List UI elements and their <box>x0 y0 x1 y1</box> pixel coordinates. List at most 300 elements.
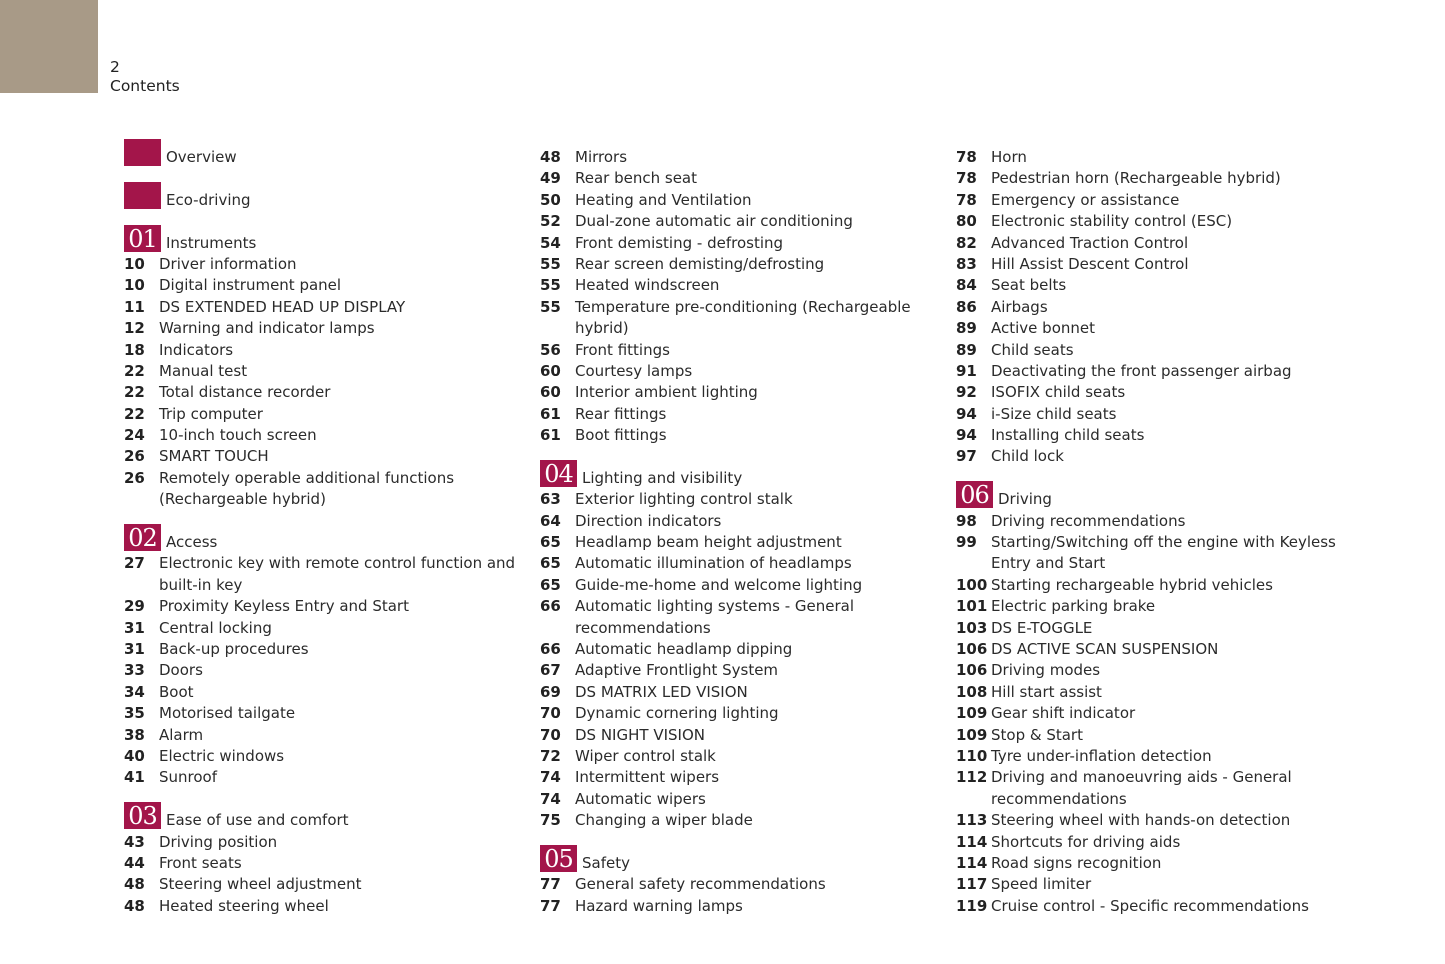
toc-entry-continuation[interactable] <box>540 618 940 639</box>
toc-entry[interactable] <box>540 254 940 275</box>
toc-page-number: 66 <box>540 597 561 616</box>
toc-page-number: 89 <box>956 319 977 338</box>
toc-page-number: 34 <box>124 682 145 701</box>
toc-page-number: 101 <box>956 597 988 616</box>
toc-entry[interactable] <box>540 746 940 767</box>
toc-entry[interactable] <box>540 382 940 403</box>
toc-label: Cruise control - Specific recommendations <box>991 896 1309 915</box>
toc-page-number: 31 <box>124 618 145 637</box>
toc-label: DS EXTENDED HEAD UP DISPLAY <box>159 297 406 316</box>
toc-page-number: 69 <box>540 682 561 701</box>
toc-entry-continuation[interactable] <box>956 553 1426 574</box>
toc-label: Driving modes <box>991 661 1101 680</box>
toc-label: Road signs recognition <box>991 853 1162 872</box>
toc-page-number: 63 <box>540 490 561 509</box>
toc-label: Adaptive Frontlight System <box>575 661 779 680</box>
toc-page-number: 100 <box>956 575 988 594</box>
toc-label: Back-up procedures <box>159 639 309 658</box>
toc-label: Trip computer <box>159 404 263 423</box>
toc-label: Front fittings <box>575 340 670 359</box>
toc-entry-continuation[interactable] <box>124 575 524 596</box>
toc-page-number: 109 <box>956 704 988 723</box>
toc-label: Driving position <box>159 832 278 851</box>
toc-label: Starting/Switching off the engine with Keyless <box>991 533 1336 552</box>
toc-label: Alarm <box>159 725 204 744</box>
toc-page-number: 22 <box>124 404 145 423</box>
toc-entry[interactable] <box>956 575 1426 596</box>
contents-column-1 <box>124 147 524 917</box>
toc-entry[interactable] <box>124 767 524 788</box>
toc-page-number: 66 <box>540 639 561 658</box>
toc-entry[interactable] <box>956 853 1426 874</box>
toc-page-number: 117 <box>956 875 988 894</box>
toc-entry[interactable] <box>956 682 1426 703</box>
toc-entry[interactable] <box>540 660 940 681</box>
toc-entry[interactable] <box>956 318 1426 339</box>
toc-page-number: 94 <box>956 426 977 445</box>
toc-label: Motorised tailgate <box>159 704 296 723</box>
toc-page-number: 91 <box>956 361 977 380</box>
section-badge <box>124 139 161 166</box>
toc-entry[interactable] <box>956 233 1426 254</box>
toc-label: Stop & Start <box>991 725 1083 744</box>
toc-page-number: 92 <box>956 383 977 402</box>
spacer <box>956 468 1426 489</box>
spacer <box>540 446 940 467</box>
toc-page-number: 55 <box>540 297 561 316</box>
toc-entry[interactable] <box>540 810 940 831</box>
toc-label: Temperature pre-conditioning (Rechargeable <box>575 297 911 316</box>
toc-entry[interactable] <box>124 853 524 874</box>
toc-entry[interactable] <box>540 425 940 446</box>
toc-label: Child lock <box>991 447 1064 466</box>
toc-label: Electric parking brake <box>991 597 1156 616</box>
toc-label: Advanced Traction Control <box>991 233 1189 252</box>
toc-entry[interactable] <box>956 660 1426 681</box>
toc-page-number: 48 <box>540 148 561 166</box>
toc-page-number: 70 <box>540 725 561 744</box>
toc-page-number: 103 <box>956 618 988 637</box>
toc-label: built-in key <box>159 575 243 594</box>
toc-label: Gear shift indicator <box>991 704 1136 723</box>
toc-label: Rear screen demisting/defrosting <box>575 254 825 273</box>
corner-tab <box>0 0 98 93</box>
toc-entry[interactable] <box>124 896 524 917</box>
toc-page-number: 109 <box>956 725 988 744</box>
toc-label: Emergency or assistance <box>991 190 1180 209</box>
toc-entry[interactable] <box>956 746 1426 767</box>
toc-label: Dual-zone automatic air conditioning <box>575 212 853 231</box>
toc-entry[interactable] <box>124 725 524 746</box>
toc-page-number: 83 <box>956 254 977 273</box>
toc-entry[interactable] <box>540 275 940 296</box>
section-heading[interactable] <box>124 802 524 831</box>
section-title: Access <box>166 533 218 552</box>
toc-entry[interactable] <box>540 874 940 895</box>
toc-label: Electric windows <box>159 746 285 765</box>
toc-page-number: 75 <box>540 811 561 830</box>
toc-entry[interactable] <box>956 361 1426 382</box>
toc-label: 10-inch touch screen <box>159 426 317 445</box>
toc-page-number: 78 <box>956 190 977 209</box>
toc-label: recommendations <box>575 618 711 637</box>
toc-page-number: 60 <box>540 361 561 380</box>
toc-entry[interactable] <box>956 511 1426 532</box>
toc-page-number: 74 <box>540 768 561 787</box>
toc-entry[interactable] <box>956 297 1426 318</box>
toc-page-number: 56 <box>540 340 561 359</box>
toc-label: Child seats <box>991 340 1074 359</box>
toc-label: SMART TOUCH <box>159 447 269 466</box>
toc-entry[interactable] <box>124 746 524 767</box>
toc-entry[interactable] <box>124 340 524 361</box>
toc-page-number: 49 <box>540 169 561 188</box>
toc-entry[interactable] <box>956 446 1426 467</box>
toc-entry[interactable] <box>124 275 524 296</box>
toc-label: Automatic lighting systems - General <box>575 597 855 616</box>
toc-page-number: 114 <box>956 832 988 851</box>
toc-entry[interactable] <box>956 147 1426 168</box>
toc-label: Electronic stability control (ESC) <box>991 212 1233 231</box>
toc-page-number: 24 <box>124 426 145 445</box>
toc-entry[interactable] <box>124 682 524 703</box>
toc-entry[interactable] <box>956 425 1426 446</box>
toc-page-number: 27 <box>124 554 145 573</box>
toc-page-number: 78 <box>956 169 977 188</box>
toc-entry[interactable] <box>124 446 524 467</box>
toc-entry[interactable] <box>956 725 1426 746</box>
toc-page-number: 61 <box>540 426 561 445</box>
toc-page-number: 78 <box>956 148 977 166</box>
toc-entry[interactable] <box>956 639 1426 660</box>
toc-entry[interactable] <box>124 254 524 275</box>
toc-label: (Rechargeable hybrid) <box>159 490 326 509</box>
toc-page-number: 43 <box>124 832 145 851</box>
toc-page-number: 50 <box>540 190 561 209</box>
section-badge <box>124 182 161 209</box>
toc-page-number: 86 <box>956 297 977 316</box>
toc-entry[interactable] <box>540 511 940 532</box>
toc-page-number: 54 <box>540 233 561 252</box>
toc-page-number: 31 <box>124 639 145 658</box>
toc-entry[interactable] <box>540 703 940 724</box>
toc-entry[interactable] <box>540 896 940 917</box>
toc-page-number: 10 <box>124 254 145 273</box>
toc-entry[interactable] <box>956 532 1426 553</box>
toc-entry[interactable] <box>540 361 940 382</box>
toc-entry[interactable] <box>540 489 940 510</box>
toc-page-number: 48 <box>124 896 145 915</box>
toc-page-number: 98 <box>956 511 977 530</box>
toc-label: Manual test <box>159 361 248 380</box>
section-heading[interactable] <box>124 147 524 168</box>
toc-label: Intermittent wipers <box>575 768 720 787</box>
toc-entry[interactable] <box>124 318 524 339</box>
toc-label: Seat belts <box>991 276 1067 295</box>
toc-entry[interactable] <box>956 767 1426 788</box>
toc-page-number: 112 <box>956 768 988 787</box>
toc-page-number: 67 <box>540 661 561 680</box>
toc-entry[interactable] <box>540 297 940 318</box>
toc-page-number: 55 <box>540 254 561 273</box>
toc-label: Wiper control stalk <box>575 746 716 765</box>
toc-label: Automatic wipers <box>575 789 706 808</box>
toc-page-number: 35 <box>124 704 145 723</box>
toc-entry[interactable] <box>956 810 1426 831</box>
toc-label: Changing a wiper blade <box>575 811 753 830</box>
section-badge: 05 <box>540 845 577 872</box>
toc-entry[interactable] <box>540 532 940 553</box>
toc-entry-continuation[interactable] <box>956 789 1426 810</box>
toc-page-number: 38 <box>124 725 145 744</box>
toc-entry[interactable] <box>956 618 1426 639</box>
toc-entry[interactable] <box>540 147 940 168</box>
toc-entry[interactable] <box>124 382 524 403</box>
toc-entry[interactable] <box>124 639 524 660</box>
toc-label: Front seats <box>159 853 242 872</box>
toc-label: Deactivating the front passenger airbag <box>991 361 1292 380</box>
spacer <box>124 789 524 810</box>
toc-label: Entry and Start <box>991 554 1106 573</box>
toc-page-number: 44 <box>124 853 145 872</box>
contents-column-2 <box>540 147 940 917</box>
toc-label: DS ACTIVE SCAN SUSPENSION <box>991 639 1219 658</box>
toc-label: Doors <box>159 661 203 680</box>
toc-label: Pedestrian horn (Rechargeable hybrid) <box>991 169 1281 188</box>
spacer <box>124 211 524 232</box>
toc-entry[interactable] <box>540 639 940 660</box>
toc-entry[interactable] <box>540 553 940 574</box>
toc-entry[interactable] <box>956 703 1426 724</box>
toc-entry[interactable] <box>956 596 1426 617</box>
toc-label: Driving recommendations <box>991 511 1186 530</box>
toc-page-number: 11 <box>124 297 145 316</box>
toc-entry[interactable] <box>956 382 1426 403</box>
toc-page-number: 106 <box>956 661 988 680</box>
toc-entry-continuation[interactable] <box>124 489 524 510</box>
toc-page-number: 26 <box>124 447 145 466</box>
toc-label: Active bonnet <box>991 319 1095 338</box>
toc-label: DS E-TOGGLE <box>991 618 1093 637</box>
toc-label: Remotely operable additional functions <box>159 468 455 487</box>
toc-page-number: 48 <box>124 875 145 894</box>
toc-entry[interactable] <box>540 233 940 254</box>
toc-label: Heated windscreen <box>575 276 720 295</box>
toc-entry[interactable] <box>956 340 1426 361</box>
toc-label: Automatic headlamp dipping <box>575 639 793 658</box>
toc-entry[interactable] <box>124 874 524 895</box>
toc-entry[interactable] <box>540 767 940 788</box>
toc-label: Rear bench seat <box>575 169 697 188</box>
toc-label: Indicators <box>159 340 234 359</box>
toc-entry[interactable] <box>124 660 524 681</box>
toc-page-number: 89 <box>956 340 977 359</box>
toc-page-number: 108 <box>956 682 988 701</box>
toc-page-number: 12 <box>124 319 145 338</box>
section-heading[interactable] <box>124 190 524 211</box>
toc-page-number: 60 <box>540 383 561 402</box>
toc-label: recommendations <box>991 789 1127 808</box>
toc-label: Steering wheel adjustment <box>159 875 362 894</box>
toc-entry[interactable] <box>956 168 1426 189</box>
toc-entry[interactable] <box>956 211 1426 232</box>
section-heading[interactable] <box>124 524 524 553</box>
section-title: Eco-driving <box>166 190 251 209</box>
toc-label: Digital instrument panel <box>159 276 342 295</box>
toc-entry[interactable] <box>124 596 524 617</box>
toc-page-number: 18 <box>124 340 145 359</box>
section-title: Overview <box>166 148 237 166</box>
toc-entry[interactable] <box>956 190 1426 211</box>
toc-entry[interactable] <box>540 575 940 596</box>
spacer <box>540 832 940 853</box>
section-heading[interactable] <box>956 481 1426 510</box>
toc-label: Headlamp beam height adjustment <box>575 533 842 552</box>
toc-page-number: 77 <box>540 896 561 915</box>
toc-page-number: 97 <box>956 447 977 466</box>
section-heading[interactable] <box>540 844 940 874</box>
toc-label: Direction indicators <box>575 511 722 530</box>
toc-page-number: 82 <box>956 233 977 252</box>
toc-entry[interactable] <box>124 297 524 318</box>
toc-label: Automatic illumination of headlamps <box>575 554 852 573</box>
toc-entry[interactable] <box>540 340 940 361</box>
toc-entry[interactable] <box>956 874 1426 895</box>
toc-label: General safety recommendations <box>575 875 826 894</box>
toc-label: Starting rechargeable hybrid vehicles <box>991 575 1273 594</box>
toc-page-number: 77 <box>540 875 561 894</box>
toc-label: Boot <box>159 682 194 701</box>
toc-label: Speed limiter <box>991 875 1092 894</box>
toc-label: Front demisting - defrosting <box>575 233 784 252</box>
toc-entry[interactable] <box>124 468 524 489</box>
toc-entry[interactable] <box>540 404 940 425</box>
toc-page-number: 52 <box>540 212 561 231</box>
toc-label: Interior ambient lighting <box>575 383 758 402</box>
toc-entry[interactable] <box>956 896 1426 917</box>
section-title: Instruments <box>166 233 257 252</box>
section-badge: 04 <box>540 460 577 487</box>
toc-entry[interactable] <box>124 553 524 574</box>
toc-label: i-Size child seats <box>991 404 1117 423</box>
toc-page-number: 110 <box>956 746 988 765</box>
toc-label: hybrid) <box>575 319 629 338</box>
section-badge: 01 <box>124 225 161 252</box>
toc-label: Courtesy lamps <box>575 361 693 380</box>
section-badge: 06 <box>956 481 993 508</box>
toc-page-number: 119 <box>956 896 988 915</box>
toc-page-number: 22 <box>124 383 145 402</box>
toc-label: Steering wheel with hands-on detection <box>991 811 1291 830</box>
toc-page-number: 26 <box>124 468 145 487</box>
spacer <box>124 511 524 532</box>
toc-page-number: 72 <box>540 746 561 765</box>
spacer <box>124 168 524 189</box>
toc-entry[interactable] <box>124 361 524 382</box>
toc-label: Hill start assist <box>991 682 1102 701</box>
toc-entry[interactable] <box>540 789 940 810</box>
section-title: Ease of use and comfort <box>166 811 349 830</box>
toc-entry-continuation[interactable] <box>540 318 940 339</box>
toc-page-number: 113 <box>956 811 988 830</box>
toc-entry[interactable] <box>124 425 524 446</box>
section-title: Driving <box>998 490 1052 509</box>
toc-page-number: 99 <box>956 533 977 552</box>
toc-page-number: 74 <box>540 789 561 808</box>
toc-page-number: 10 <box>124 276 145 295</box>
section-badge: 02 <box>124 524 161 551</box>
contents-column-3 <box>956 147 1426 917</box>
toc-page-number: 106 <box>956 639 988 658</box>
toc-page-number: 65 <box>540 533 561 552</box>
toc-page-number: 94 <box>956 404 977 423</box>
toc-entry[interactable] <box>124 703 524 724</box>
toc-entry[interactable] <box>540 168 940 189</box>
toc-label: DS MATRIX LED VISION <box>575 682 748 701</box>
toc-entry[interactable] <box>956 404 1426 425</box>
toc-label: DS NIGHT VISION <box>575 725 705 744</box>
toc-label: Mirrors <box>575 148 628 166</box>
toc-label: Warning and indicator lamps <box>159 319 375 338</box>
toc-label: Boot fittings <box>575 426 667 445</box>
toc-page-number: 84 <box>956 276 977 295</box>
toc-page-number: 29 <box>124 597 145 616</box>
page-title: Contents <box>110 77 180 95</box>
toc-label: Installing child seats <box>991 426 1145 445</box>
toc-label: Guide-me-home and welcome lighting <box>575 575 863 594</box>
toc-page-number: 22 <box>124 361 145 380</box>
toc-label: Driving and manoeuvring aids - General <box>991 768 1292 787</box>
section-heading[interactable] <box>124 224 524 254</box>
section-title: Safety <box>582 853 630 872</box>
toc-label: Hill Assist Descent Control <box>991 254 1189 273</box>
toc-page-number: 33 <box>124 661 145 680</box>
toc-entry[interactable] <box>124 404 524 425</box>
toc-entry[interactable] <box>124 618 524 639</box>
toc-label: Tyre under-inflation detection <box>991 746 1212 765</box>
toc-page-number: 114 <box>956 853 988 872</box>
page-header <box>110 58 180 96</box>
section-title: Lighting and visibility <box>582 468 743 487</box>
toc-page-number: 64 <box>540 511 561 530</box>
toc-entry[interactable] <box>956 254 1426 275</box>
toc-entry[interactable] <box>956 275 1426 296</box>
toc-entry[interactable] <box>540 725 940 746</box>
toc-entry[interactable] <box>956 832 1426 853</box>
toc-label: Airbags <box>991 297 1048 316</box>
toc-entry[interactable] <box>540 682 940 703</box>
toc-label: Central locking <box>159 618 272 637</box>
toc-entry[interactable] <box>124 832 524 853</box>
toc-label: Dynamic cornering lighting <box>575 704 779 723</box>
toc-page-number: 65 <box>540 575 561 594</box>
toc-label: Exterior lighting control stalk <box>575 490 793 509</box>
toc-page-number: 80 <box>956 212 977 231</box>
toc-page-number: 61 <box>540 404 561 423</box>
toc-entry[interactable] <box>540 190 940 211</box>
toc-entry[interactable] <box>540 596 940 617</box>
toc-label: Horn <box>991 148 1027 166</box>
toc-label: Sunroof <box>159 768 218 787</box>
toc-label: Proximity Keyless Entry and Start <box>159 597 409 616</box>
toc-label: Shortcuts for driving aids <box>991 832 1181 851</box>
section-heading[interactable] <box>540 459 940 489</box>
toc-label: Rear fittings <box>575 404 667 423</box>
toc-page-number: 41 <box>124 768 145 787</box>
toc-entry[interactable] <box>540 211 940 232</box>
toc-page-number: 55 <box>540 276 561 295</box>
page-number: 2 <box>110 58 120 76</box>
